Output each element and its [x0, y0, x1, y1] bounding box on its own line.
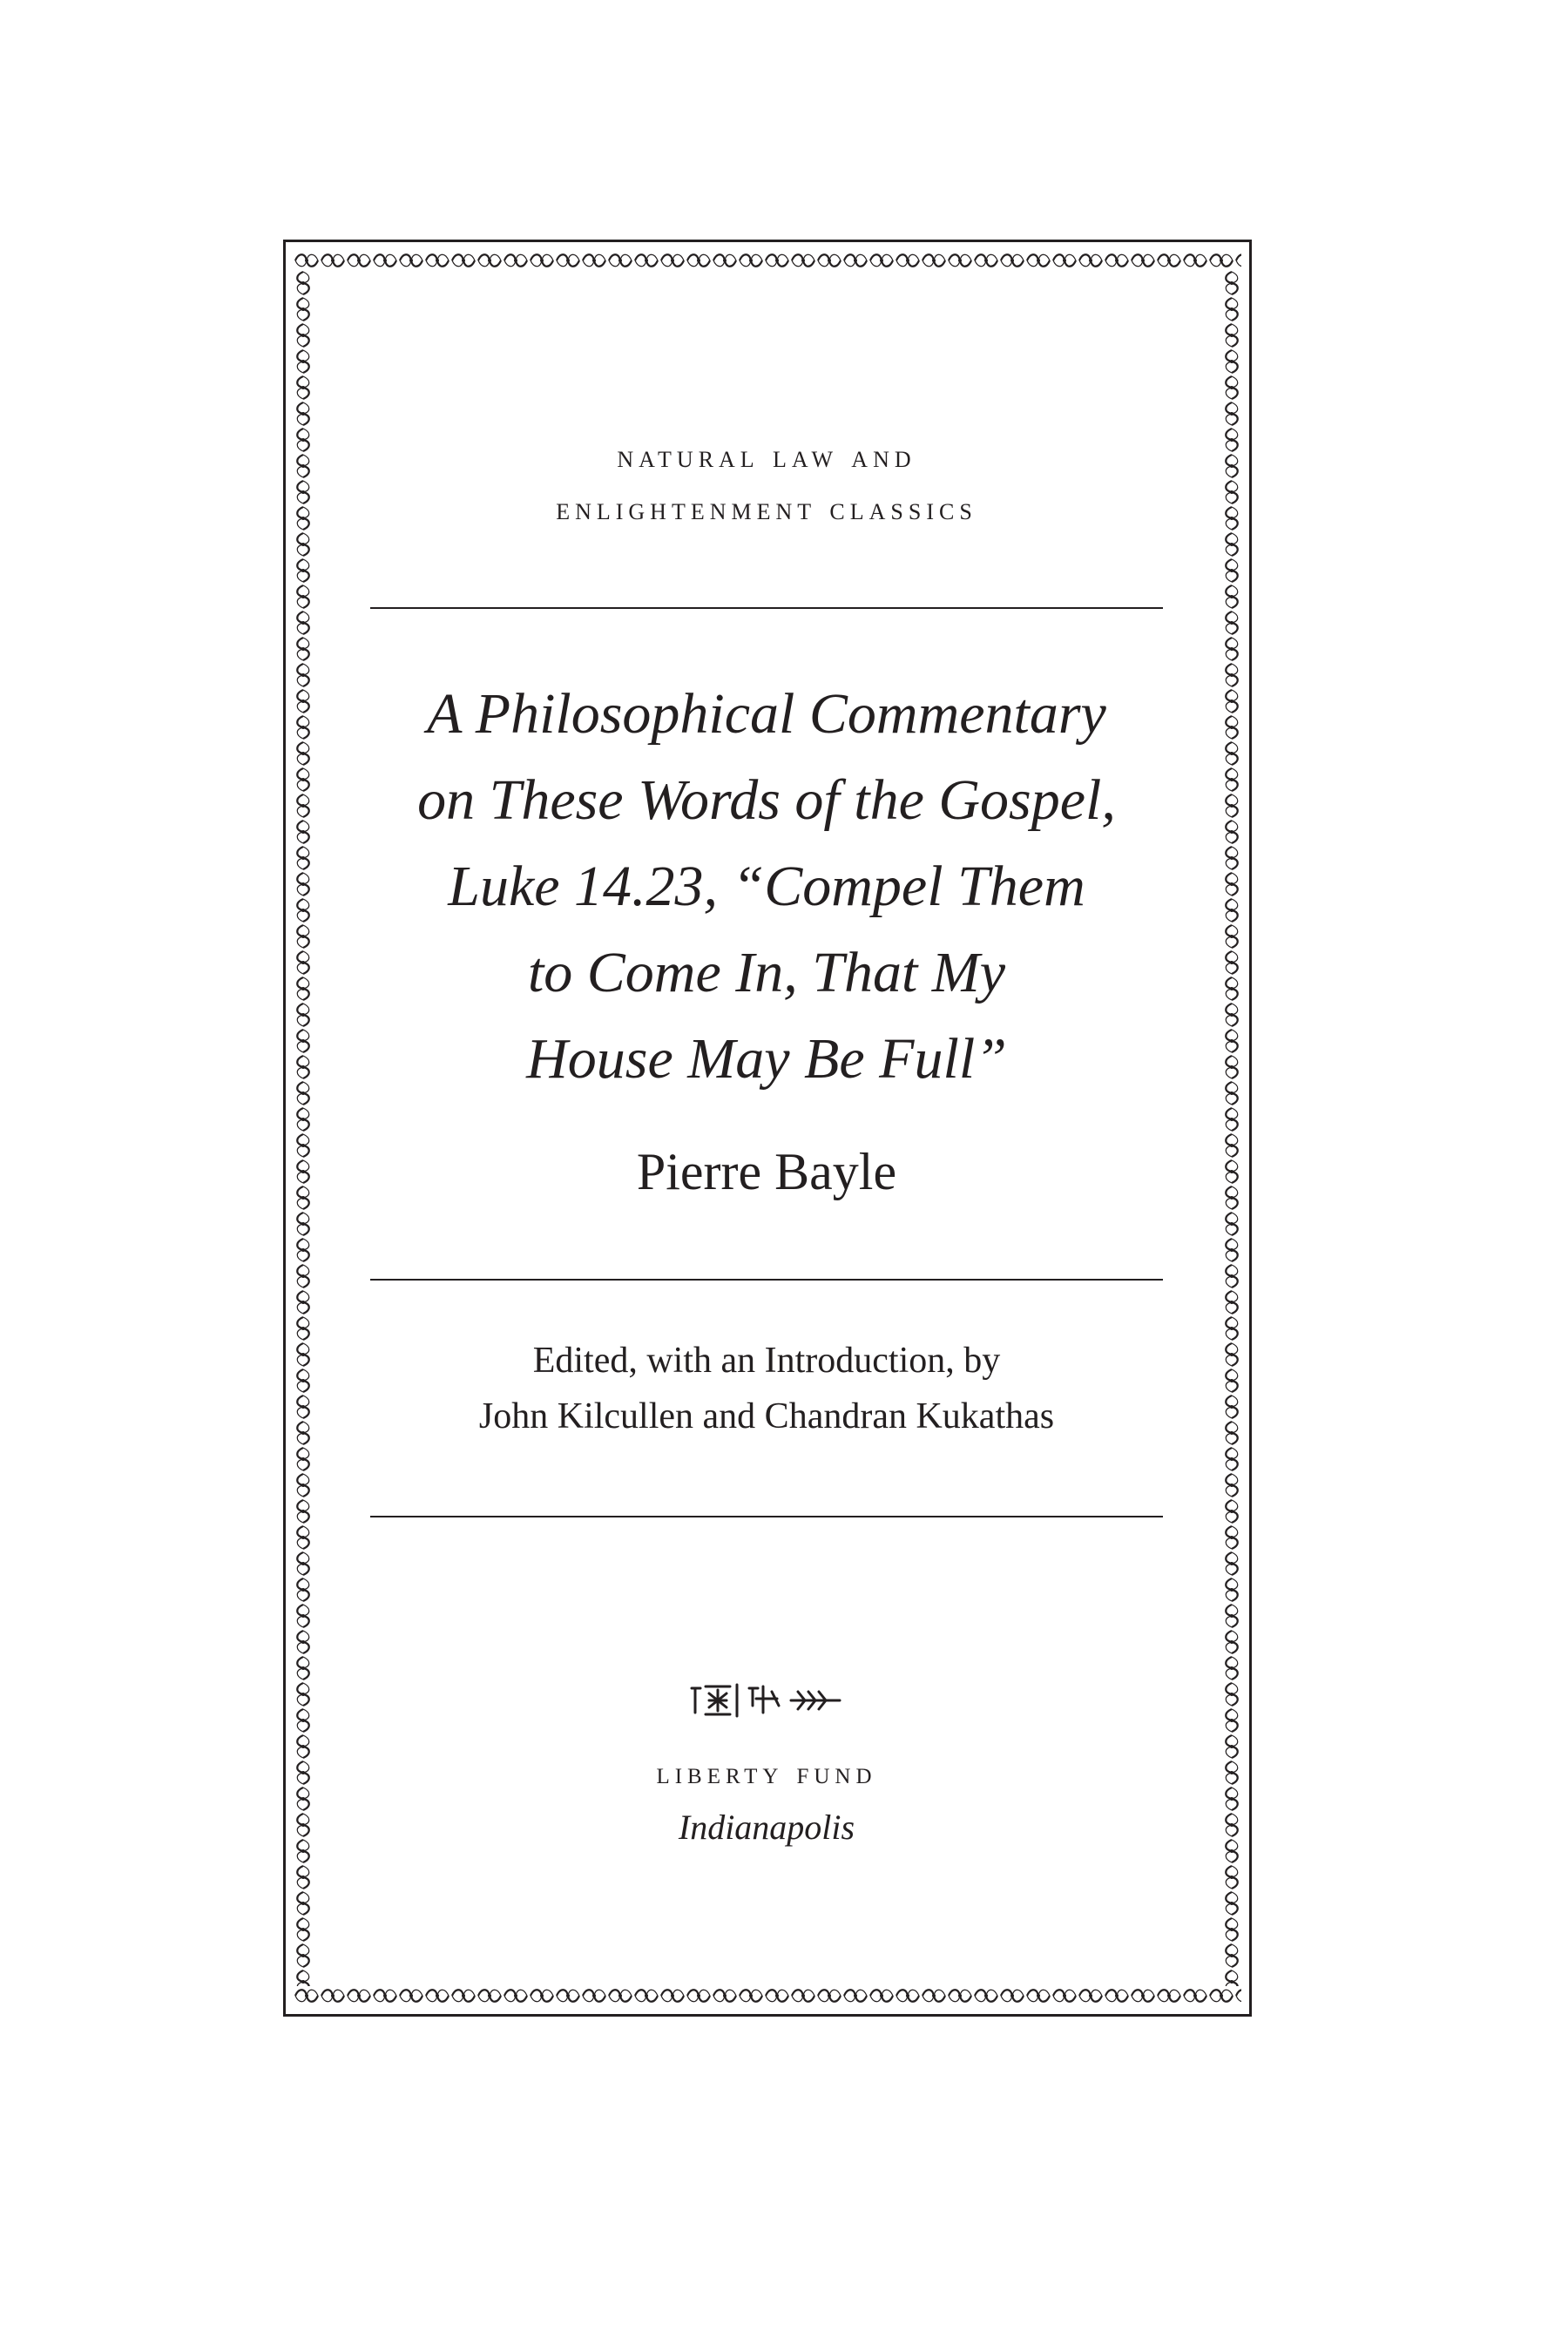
divider-rule	[370, 1516, 1163, 1517]
book-title-line: on These Words of the Gospel,	[417, 768, 1116, 832]
ornament-border-top	[294, 251, 1241, 270]
author-name: Pierre Bayle	[636, 1143, 897, 1200]
book-title-line: to Come In, That My	[527, 941, 1006, 1004]
book-title	[366, 671, 1167, 1102]
divider-rule	[370, 607, 1163, 609]
editor-credit-line-2: John Kilcullen and Chandran Kukathas	[478, 1396, 1055, 1436]
cuneiform-logo-icon	[688, 1680, 845, 1720]
book-title-line: House May Be Full”	[526, 1027, 1007, 1091]
series-title-line-2: enlightenment classics	[556, 491, 977, 527]
book-title-line: A Philosophical Commentary	[427, 682, 1106, 746]
ornament-border-bottom	[294, 1986, 1241, 2005]
editor-credit-line-1: Edited, with an Introduction, by	[532, 1341, 1001, 1381]
book-title-line: Luke 14.23, “Compel Them	[448, 855, 1085, 918]
divider-rule	[370, 1279, 1163, 1281]
editor-credit	[366, 1333, 1167, 1444]
series-title-line-1: natural law and	[617, 439, 916, 475]
ornament-border-right	[1222, 270, 1241, 1986]
ornament-border-left	[294, 270, 313, 1986]
publisher-city: Indianapolis	[678, 1808, 855, 1847]
publisher-name: liberty fund	[656, 1755, 877, 1790]
series-title	[366, 431, 1167, 536]
